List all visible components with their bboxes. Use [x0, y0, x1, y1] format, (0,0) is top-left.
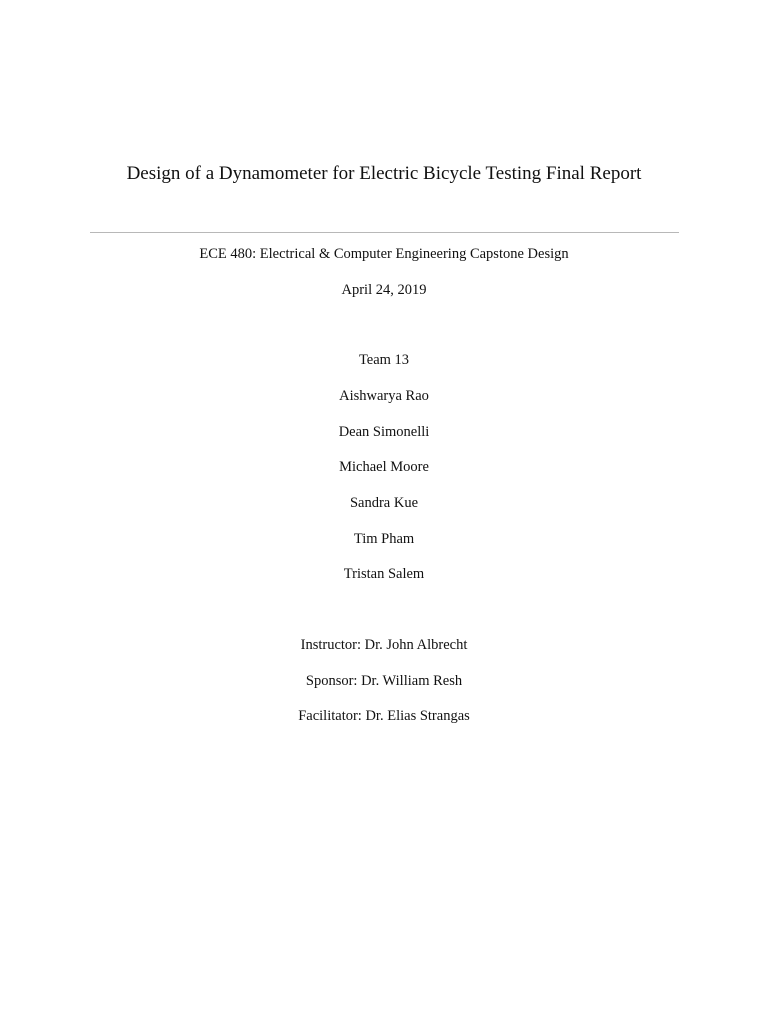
report-title: Design of a Dynamometer for Electric Bicycle Testing Final Report	[126, 163, 642, 184]
title-divider	[90, 232, 679, 233]
team-member: Tristan Salem	[343, 566, 425, 582]
team-member: Michael Moore	[339, 459, 429, 475]
report-date: April 24, 2019	[341, 282, 427, 298]
team-member: Aishwarya Rao	[339, 388, 429, 404]
course-name: ECE 480: Electrical & Computer Engineering Capstone Design	[199, 246, 569, 262]
instructor-line: Instructor: Dr. John Albrecht	[300, 637, 468, 653]
team-number: Team 13	[358, 352, 410, 368]
sponsor-line: Sponsor: Dr. William Resh	[305, 673, 463, 689]
team-member: Dean Simonelli	[338, 424, 430, 440]
team-member: Sandra Kue	[349, 495, 419, 511]
team-member: Tim Pham	[353, 531, 415, 547]
facilitator-line: Facilitator: Dr. Elias Strangas	[298, 708, 470, 724]
